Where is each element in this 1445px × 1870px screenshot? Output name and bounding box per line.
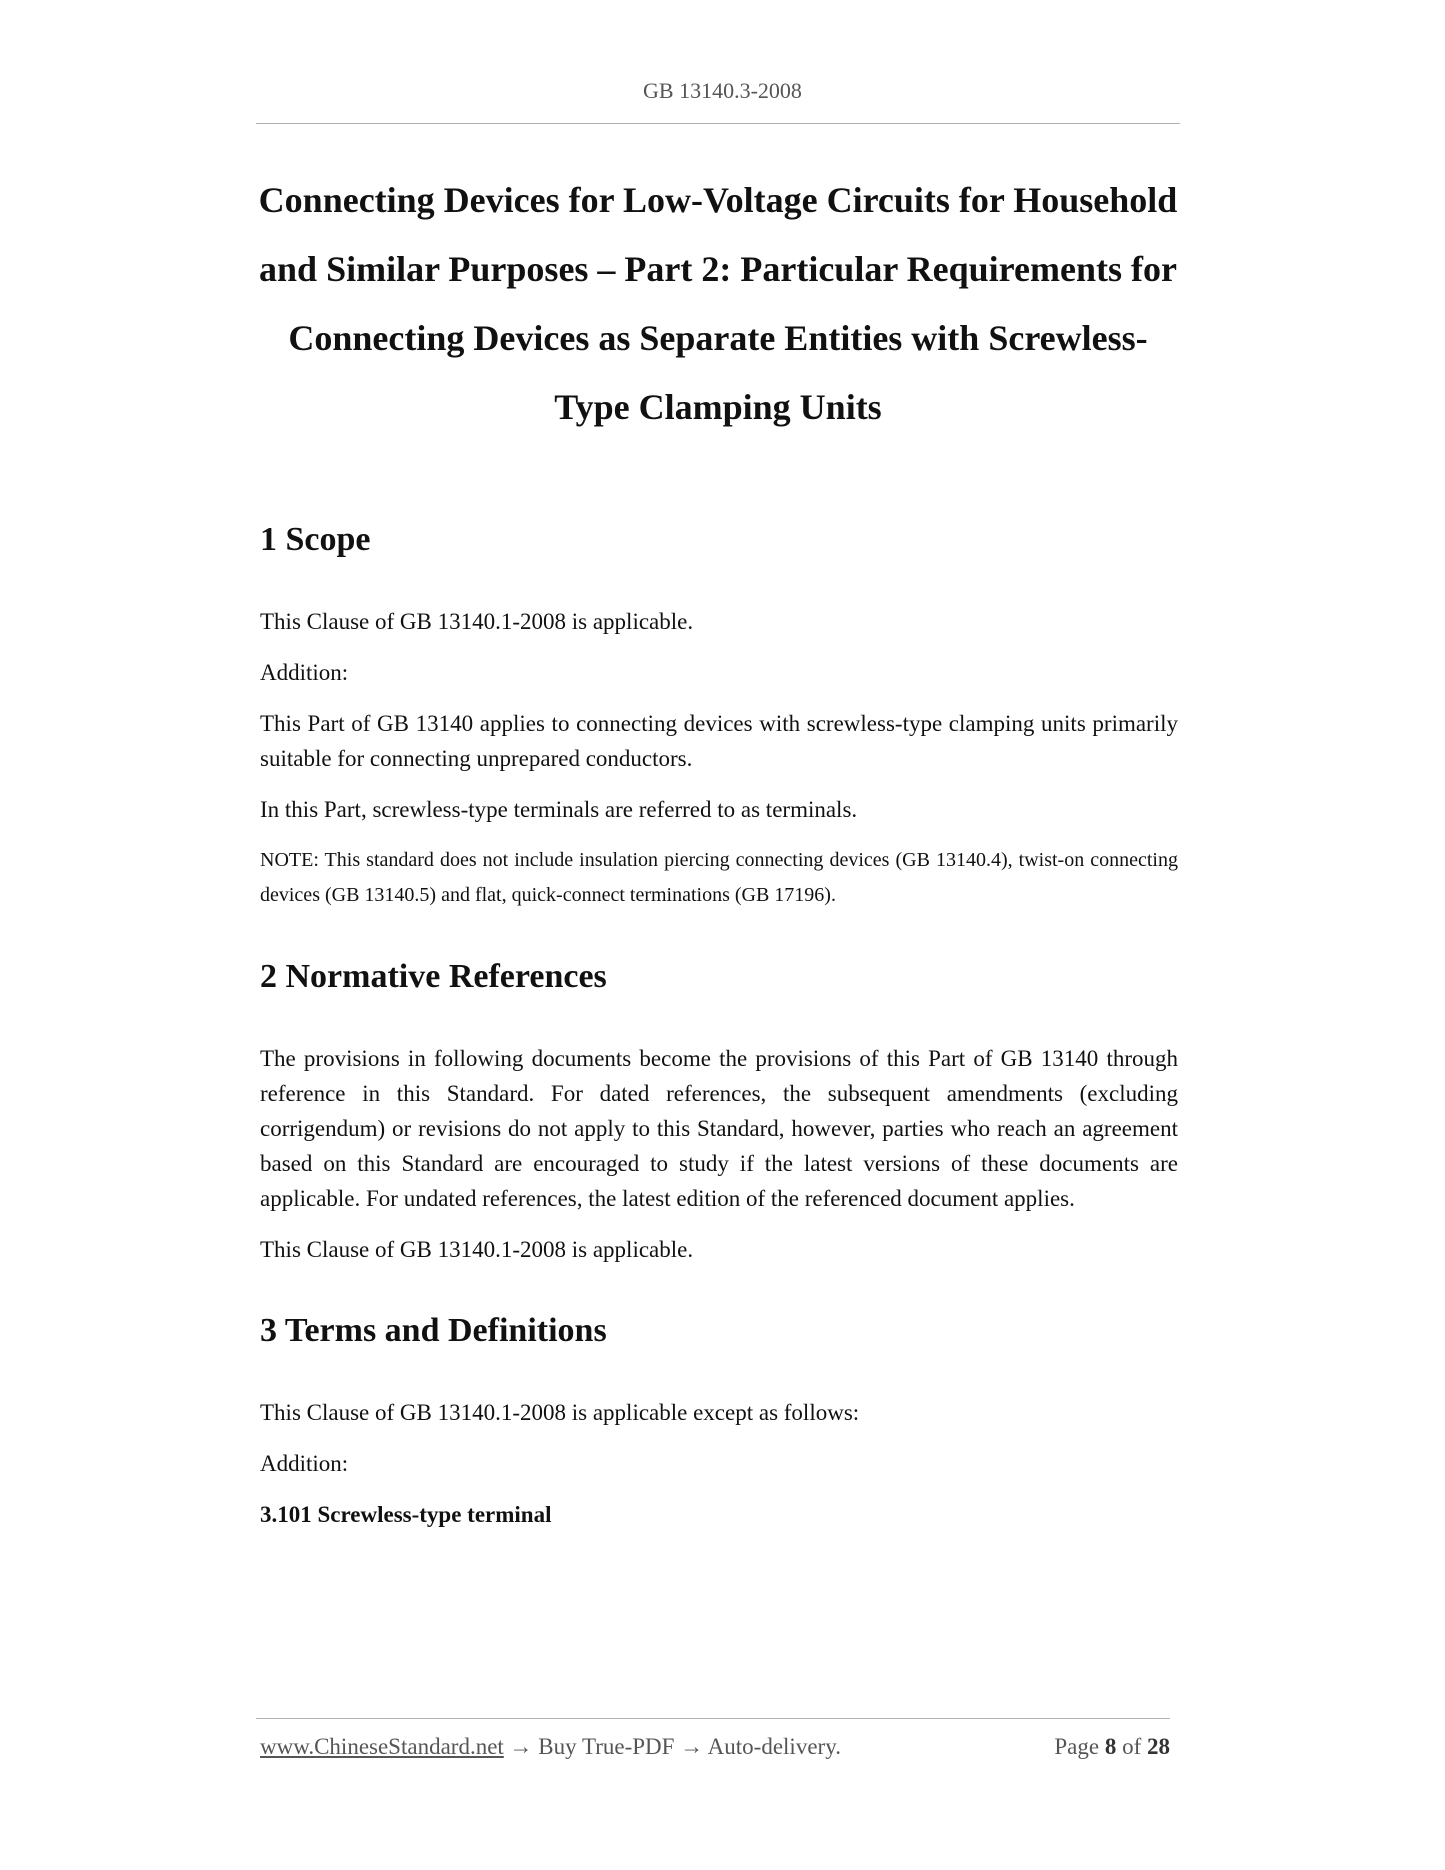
footer-promo <box>260 1734 841 1760</box>
running-header: GB 13140.3-2008 <box>643 78 802 103</box>
paragraph: This Clause of GB 13140.1-2008 is applicable. <box>260 1237 694 1262</box>
paragraph: Addition: <box>260 1451 349 1476</box>
header-divider <box>256 123 1180 124</box>
document-title <box>256 166 1180 442</box>
arrow-right-icon: → <box>509 1734 533 1759</box>
arrow-right-icon: → <box>680 1734 704 1759</box>
definition-heading: 3.101 Screwless-type terminal <box>260 1502 552 1527</box>
title-line: Type Clamping Units <box>554 387 882 427</box>
footer-buy-text: Buy True-PDF <box>538 1734 675 1759</box>
section-heading-normative-references: 2 Normative References <box>260 958 607 995</box>
section-heading-terms: 3 Terms and Definitions <box>260 1312 607 1349</box>
document-body <box>260 518 1178 1532</box>
total-pages: 28 <box>1147 1734 1170 1759</box>
footer-divider <box>256 1718 1170 1719</box>
page-label: Page <box>1054 1734 1100 1759</box>
title-line: and Similar Purposes – Part 2: Particular Requirements for <box>259 249 1177 289</box>
paragraph: The provisions in following documents become the provisions of this Part of GB 13140 through reference in this Standard. For dated references, the subsequent amendments (excluding corrigendum) or revisions do not apply to this Standard, however, parties who reach an agreement based on this Standard are encouraged to study if the latest versions of these documents are applicable. For undated references, the latest edition of the referenced document applies. <box>260 1046 1178 1211</box>
page-number <box>1054 1734 1170 1760</box>
title-line: Connecting Devices for Low-Voltage Circuits for Household <box>258 180 1178 220</box>
paragraph: Addition: <box>260 660 349 685</box>
paragraph: This Part of GB 13140 applies to connecting devices with screwless-type clamping units primarily suitable for connecting unprepared conductors. <box>260 711 1178 771</box>
section-heading-scope: 1 Scope <box>260 521 371 558</box>
current-page: 8 <box>1104 1734 1117 1759</box>
paragraph: In this Part, screwless-type terminals are referred to as terminals. <box>260 797 858 822</box>
footer-delivery-text: Auto-delivery. <box>707 1734 841 1759</box>
of-label: of <box>1122 1734 1142 1759</box>
website-link[interactable]: www.ChineseStandard.net <box>260 1734 504 1759</box>
title-line: Connecting Devices as Separate Entities with Screwless- <box>288 318 1148 358</box>
note: NOTE: This standard does not include insulation piercing connecting devices (GB 13140.4), twist-on connecting devices (GB 13140.5) and flat, quick-connect terminations (GB 17196). <box>260 849 1178 906</box>
paragraph: This Clause of GB 13140.1-2008 is applicable. <box>260 609 694 634</box>
paragraph: This Clause of GB 13140.1-2008 is applicable except as follows: <box>260 1400 860 1425</box>
